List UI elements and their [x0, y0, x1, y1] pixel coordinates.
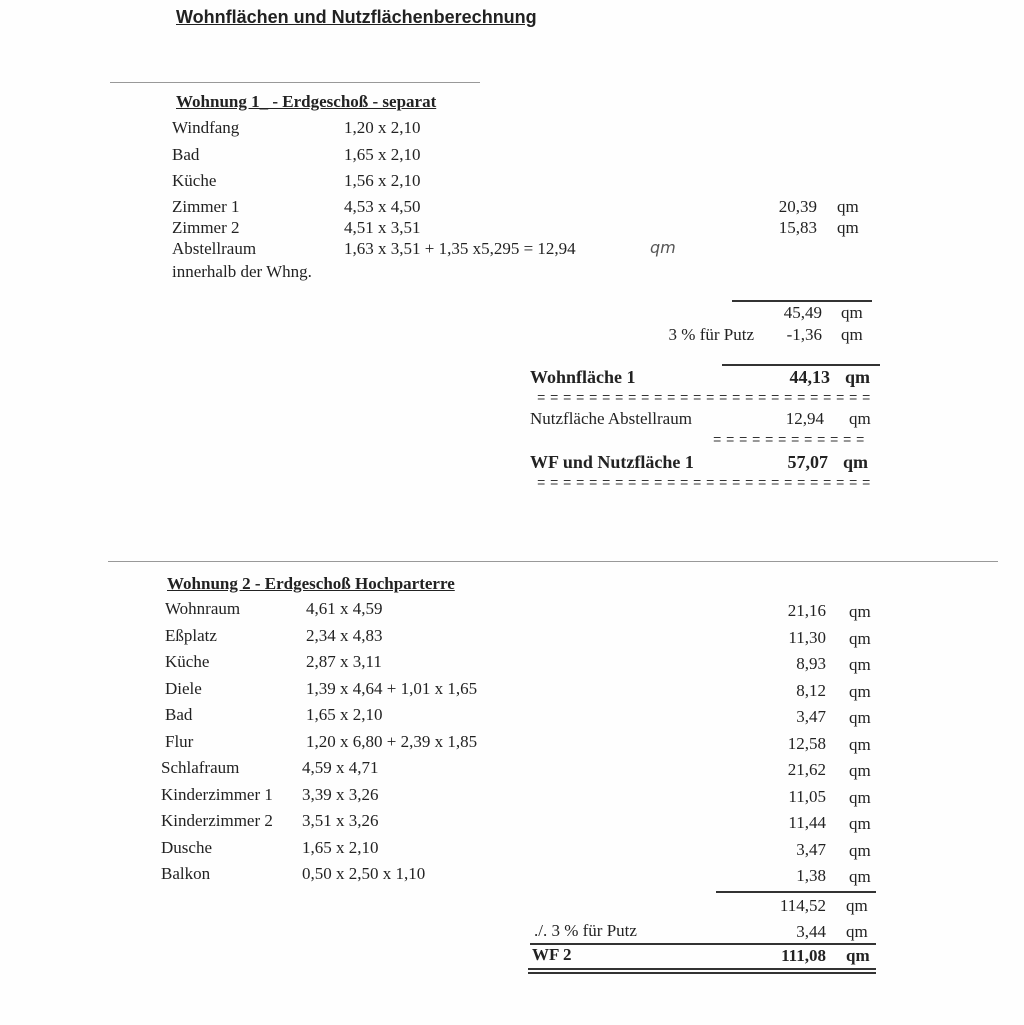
w1-subtotal: 45,49: [783, 303, 822, 322]
unit: qm: [849, 734, 871, 754]
room-name: Windfang: [172, 118, 240, 137]
w1-note: innerhalb der Whng.: [172, 262, 312, 281]
room-name: Kinderzimmer 1: [161, 784, 273, 804]
double-rule: ==========================: [537, 476, 876, 492]
room-area: 12,58: [787, 733, 826, 753]
room-dimensions: 1,65 x 2,10: [344, 145, 421, 164]
room-dimensions: 1,65 x 2,10: [302, 837, 379, 857]
room-name: Balkon: [161, 864, 211, 883]
room-name: Eßplatz: [165, 625, 217, 645]
room-dimensions: 0,50 x 2,50 x 1,10: [302, 864, 426, 883]
room-name: Zimmer 2: [172, 218, 240, 237]
unit: qm: [849, 655, 871, 674]
unit: qm: [843, 452, 869, 472]
room-dimensions: 4,51 x 3,51: [344, 218, 421, 237]
unit: qm: [846, 946, 870, 965]
sum-line: [530, 943, 876, 945]
double-rule: ==========================: [537, 391, 876, 407]
room-area: 21,16: [787, 601, 826, 620]
unit: qm: [849, 602, 871, 621]
room-area: 11,44: [788, 813, 826, 832]
sum-line: [722, 364, 880, 366]
unit: qm: [849, 814, 871, 833]
room-name: Wohnraum: [165, 599, 241, 618]
w2-putz-label: ./. 3 % für Putz: [534, 921, 637, 940]
room-dimensions: 1,39 x 4,64 + 1,01 x 1,65: [306, 678, 478, 698]
w2-wf-label: WF 2: [532, 945, 572, 964]
unit: qm: [841, 303, 863, 322]
sum-line: [732, 300, 872, 302]
room-name: Dusche: [161, 837, 212, 857]
divider: [110, 82, 480, 83]
room-dimensions: 1,65 x 2,10: [306, 705, 383, 724]
w1-putz-value: -1,36: [786, 325, 822, 344]
unit: qm: [849, 409, 871, 428]
room-dimensions: 2,34 x 4,83: [306, 625, 383, 645]
w1-total-value: 57,07: [787, 452, 828, 472]
room-name: Diele: [165, 678, 202, 698]
double-rule: ============: [713, 433, 870, 449]
room-area: 11,30: [788, 627, 826, 647]
unit: qm: [849, 840, 871, 860]
room-area: 20,39: [778, 197, 817, 216]
room-area: 15,83: [778, 218, 817, 237]
unit: qm: [837, 197, 859, 216]
divider: [108, 561, 998, 562]
w1-total-label: WF und Nutzfläche 1: [530, 452, 694, 472]
room-area: 11,05: [788, 786, 826, 806]
unit: qm: [849, 681, 871, 701]
w2-putz-value: 3,44: [796, 922, 826, 941]
unit: qm: [849, 787, 871, 807]
unit: qm: [849, 628, 871, 648]
room-dimensions: 3,39 x 3,26: [302, 784, 379, 804]
room-name: Bad: [172, 145, 200, 164]
unit: qm: [849, 761, 871, 780]
room-area: 1,38: [796, 866, 826, 885]
room-area: 21,62: [787, 760, 826, 779]
room-dimensions: 4,61 x 4,59: [306, 599, 383, 618]
w1-wf-value: 44,13: [789, 367, 830, 387]
room-dimensions: 2,87 x 3,11: [306, 652, 382, 671]
room-name: Abstellraum: [172, 239, 257, 258]
double-underline: [528, 968, 876, 970]
room-area: 8,93: [796, 654, 826, 673]
w1-nf-value: 12,94: [785, 409, 824, 428]
room-area: 8,12: [796, 680, 826, 700]
room-name: Bad: [165, 705, 193, 724]
w1-nf-label: Nutzfläche Abstellraum: [530, 409, 692, 428]
unit: qm: [841, 325, 863, 344]
w2-heading: Wohnung 2 - Erdgeschoß Hochparterre: [167, 574, 455, 593]
room-dimensions: 1,56 x 2,10: [344, 171, 421, 190]
w1-putz-label: 3 % für Putz: [668, 325, 754, 344]
unit: qm: [837, 218, 859, 237]
room-area: 3,47: [796, 707, 826, 726]
handwritten-unit: qm: [650, 238, 676, 257]
unit: qm: [846, 896, 868, 915]
unit: qm: [845, 367, 871, 387]
unit: qm: [849, 708, 871, 727]
unit: qm: [849, 867, 871, 886]
w2-wf-value: 111,08: [781, 946, 826, 965]
room-dimensions: 3,51 x 3,26: [302, 811, 379, 830]
unit: qm: [846, 922, 868, 941]
room-name: Schlafraum: [161, 758, 240, 777]
double-underline: [528, 972, 876, 974]
room-area: 3,47: [796, 839, 826, 859]
w1-wf-label: Wohnfläche 1: [530, 367, 636, 387]
room-name: Kinderzimmer 2: [161, 811, 273, 830]
room-name: Flur: [165, 731, 194, 751]
room-dimensions: 1,20 x 6,80 + 2,39 x 1,85: [306, 731, 478, 751]
room-dimensions: 1,20 x 2,10: [344, 118, 421, 137]
room-dimensions: 4,59 x 4,71: [302, 758, 379, 777]
w2-subtotal: 114,52: [779, 896, 826, 915]
room-name: Küche: [172, 171, 217, 190]
w1-heading: Wohnung 1_ - Erdgeschoß - separat: [176, 92, 437, 111]
room-dimensions: 4,53 x 4,50: [344, 197, 421, 216]
sum-line: [716, 891, 876, 893]
document-title: Wohnflächen und Nutzflächenberechnung: [176, 7, 537, 27]
room-dimensions: 1,63 x 3,51 + 1,35 x5,295 = 12,94: [344, 239, 576, 258]
room-name: Küche: [165, 652, 210, 671]
room-name: Zimmer 1: [172, 197, 240, 216]
